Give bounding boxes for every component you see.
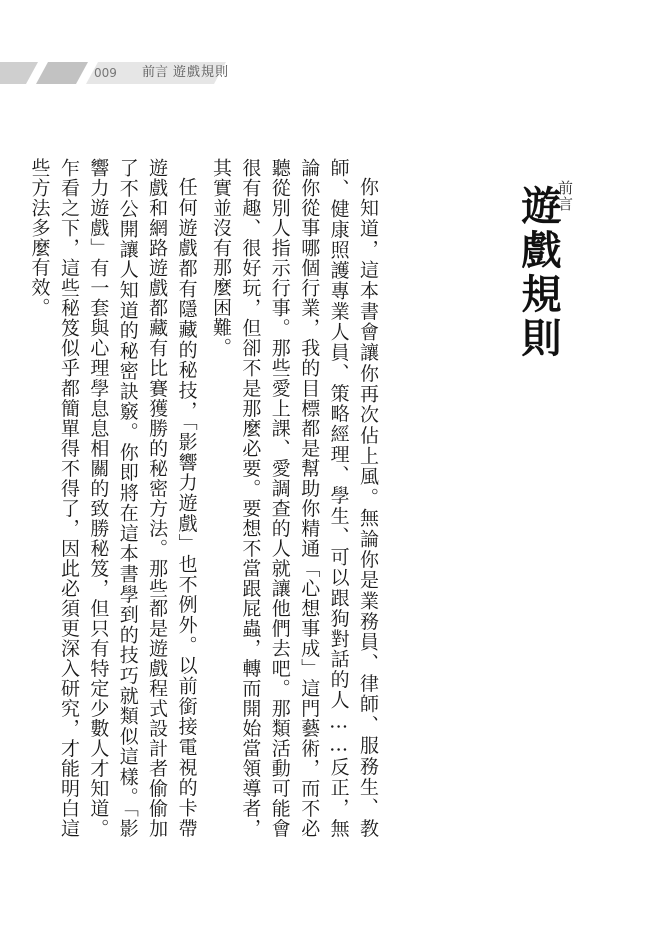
paragraph: 任何遊戲都有隱藏的秘技，「影響力遊戲」也不例外。以前銜接電視的卡帶遊戲和網路遊戲都藏有比賽獲勝的秘密方法。那些都是遊戲程式設計者偷偷加了不公開讓人知道的秘密訣竅。你即將在這本書學到的技巧就類似這樣。「影響力遊戲」有一套與心理學息息相關的致勝秘笈，但只有特定少數人才知道。乍看之下，這些秘笈似乎都簡單得不得了，因此必須更深入研究，才能明白這些方法多麼有效。 — [28, 158, 198, 838]
paragraph: 你知道，這本書會讓你再次佔上風。無論你是業務員、律師、服務生、教師、健康照護專業人員、策略經理、學生、可以跟狗對話的人……反正，無論你從事哪個行業，我的目標都是幫助你精通「心想事成」這門藝術，而不必聽從別人指示行事。那些愛上課、愛調查的人就讓他們去吧。那類活動可能會很有趣、很好玩，但卻不是那麼必要。要想不當跟屁蟲，轉而開始當領導者，其實並沒有那麼困難。 — [209, 158, 379, 838]
header-bar — [0, 62, 38, 84]
page-number: 009 — [94, 66, 117, 80]
chapter-title: 遊戲規則 — [515, 185, 561, 361]
body-text — [28, 158, 382, 838]
header-section-title: 遊戲規則 — [173, 65, 230, 80]
running-header — [0, 62, 663, 84]
chapter-label: 前言 — [556, 180, 574, 212]
header-bar — [36, 62, 88, 84]
header-section-label: 前言 — [142, 65, 169, 80]
